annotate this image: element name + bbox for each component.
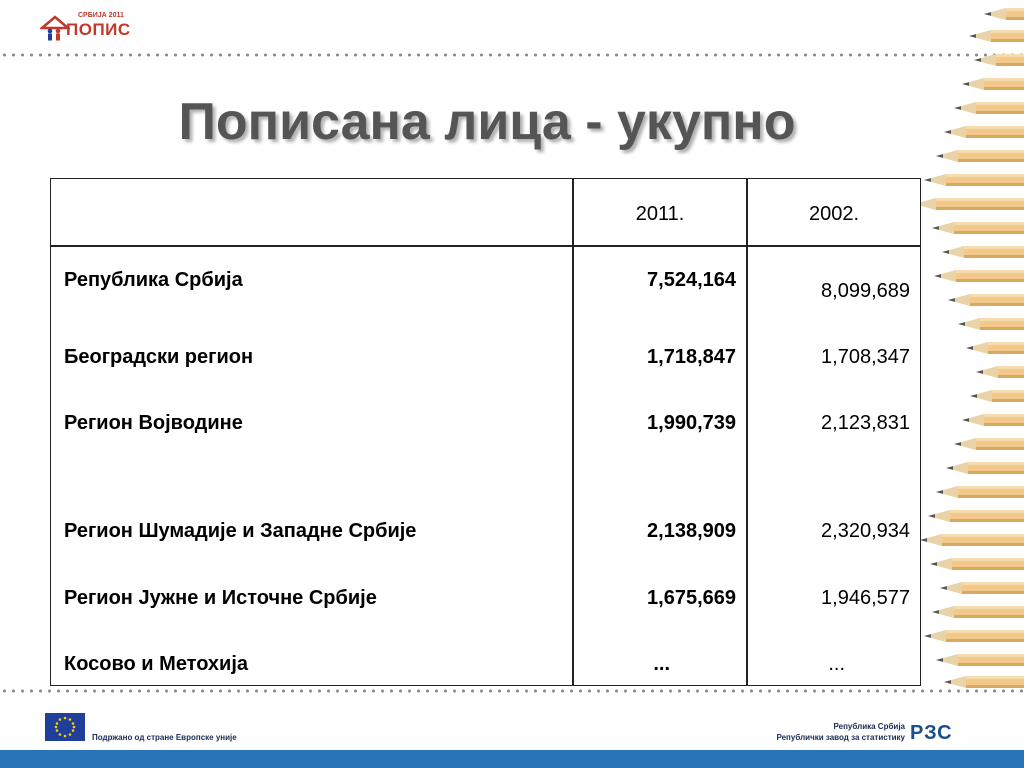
column-divider [746, 179, 748, 685]
column-divider [572, 179, 574, 685]
bottom-dotted-divider [0, 688, 1024, 694]
value-2002: 2,123,831 [821, 412, 910, 434]
page-title: Пописана лица - укупно [178, 93, 796, 151]
header-2002: 2002. [808, 203, 860, 225]
value-2011: 1,990,739 [647, 412, 736, 434]
row-label: Косово и Метохија [64, 653, 249, 675]
value-2011: 7,524,164 [647, 269, 736, 291]
value-2002: 8,099,689 [821, 280, 910, 302]
popis-logo [40, 12, 132, 46]
value-2011: 1,718,847 [647, 346, 736, 368]
row-label: Регион Шумадије и Западне Србије [64, 520, 417, 542]
logo-main-text: ПОПИС [66, 20, 131, 39]
row-label: Република Србија [64, 269, 243, 291]
row-label: Регион Јужне и Источне Србије [64, 587, 377, 609]
row-label: Београдски регион [64, 346, 254, 368]
value-2002: 1,946,577 [821, 587, 910, 609]
value-2002: 1,708,347 [821, 346, 910, 368]
header-2011: 2011. [635, 203, 685, 225]
statistical-office-text: Републички завод за статистику [776, 733, 905, 742]
value-2002: ... [828, 653, 845, 675]
row-label: Регион Војводине [64, 412, 243, 434]
republic-serbia-text: Република Србија [833, 722, 905, 731]
value-2011: 1,675,669 [647, 587, 736, 609]
rzs-logo: РЗС [910, 722, 953, 744]
eu-support-text: Подржано од стране Европске уније [92, 733, 237, 742]
header-divider [51, 245, 920, 247]
top-dotted-divider [0, 52, 1024, 58]
logo-year-text: СРБИЈА 2011 [78, 12, 124, 19]
eu-flag-icon [45, 713, 85, 741]
value-2011: ... [653, 653, 670, 675]
footer-bar [0, 750, 1024, 768]
value-2002: 2,320,934 [821, 520, 910, 542]
population-table [50, 178, 921, 686]
value-2011: 2,138,909 [647, 520, 736, 542]
